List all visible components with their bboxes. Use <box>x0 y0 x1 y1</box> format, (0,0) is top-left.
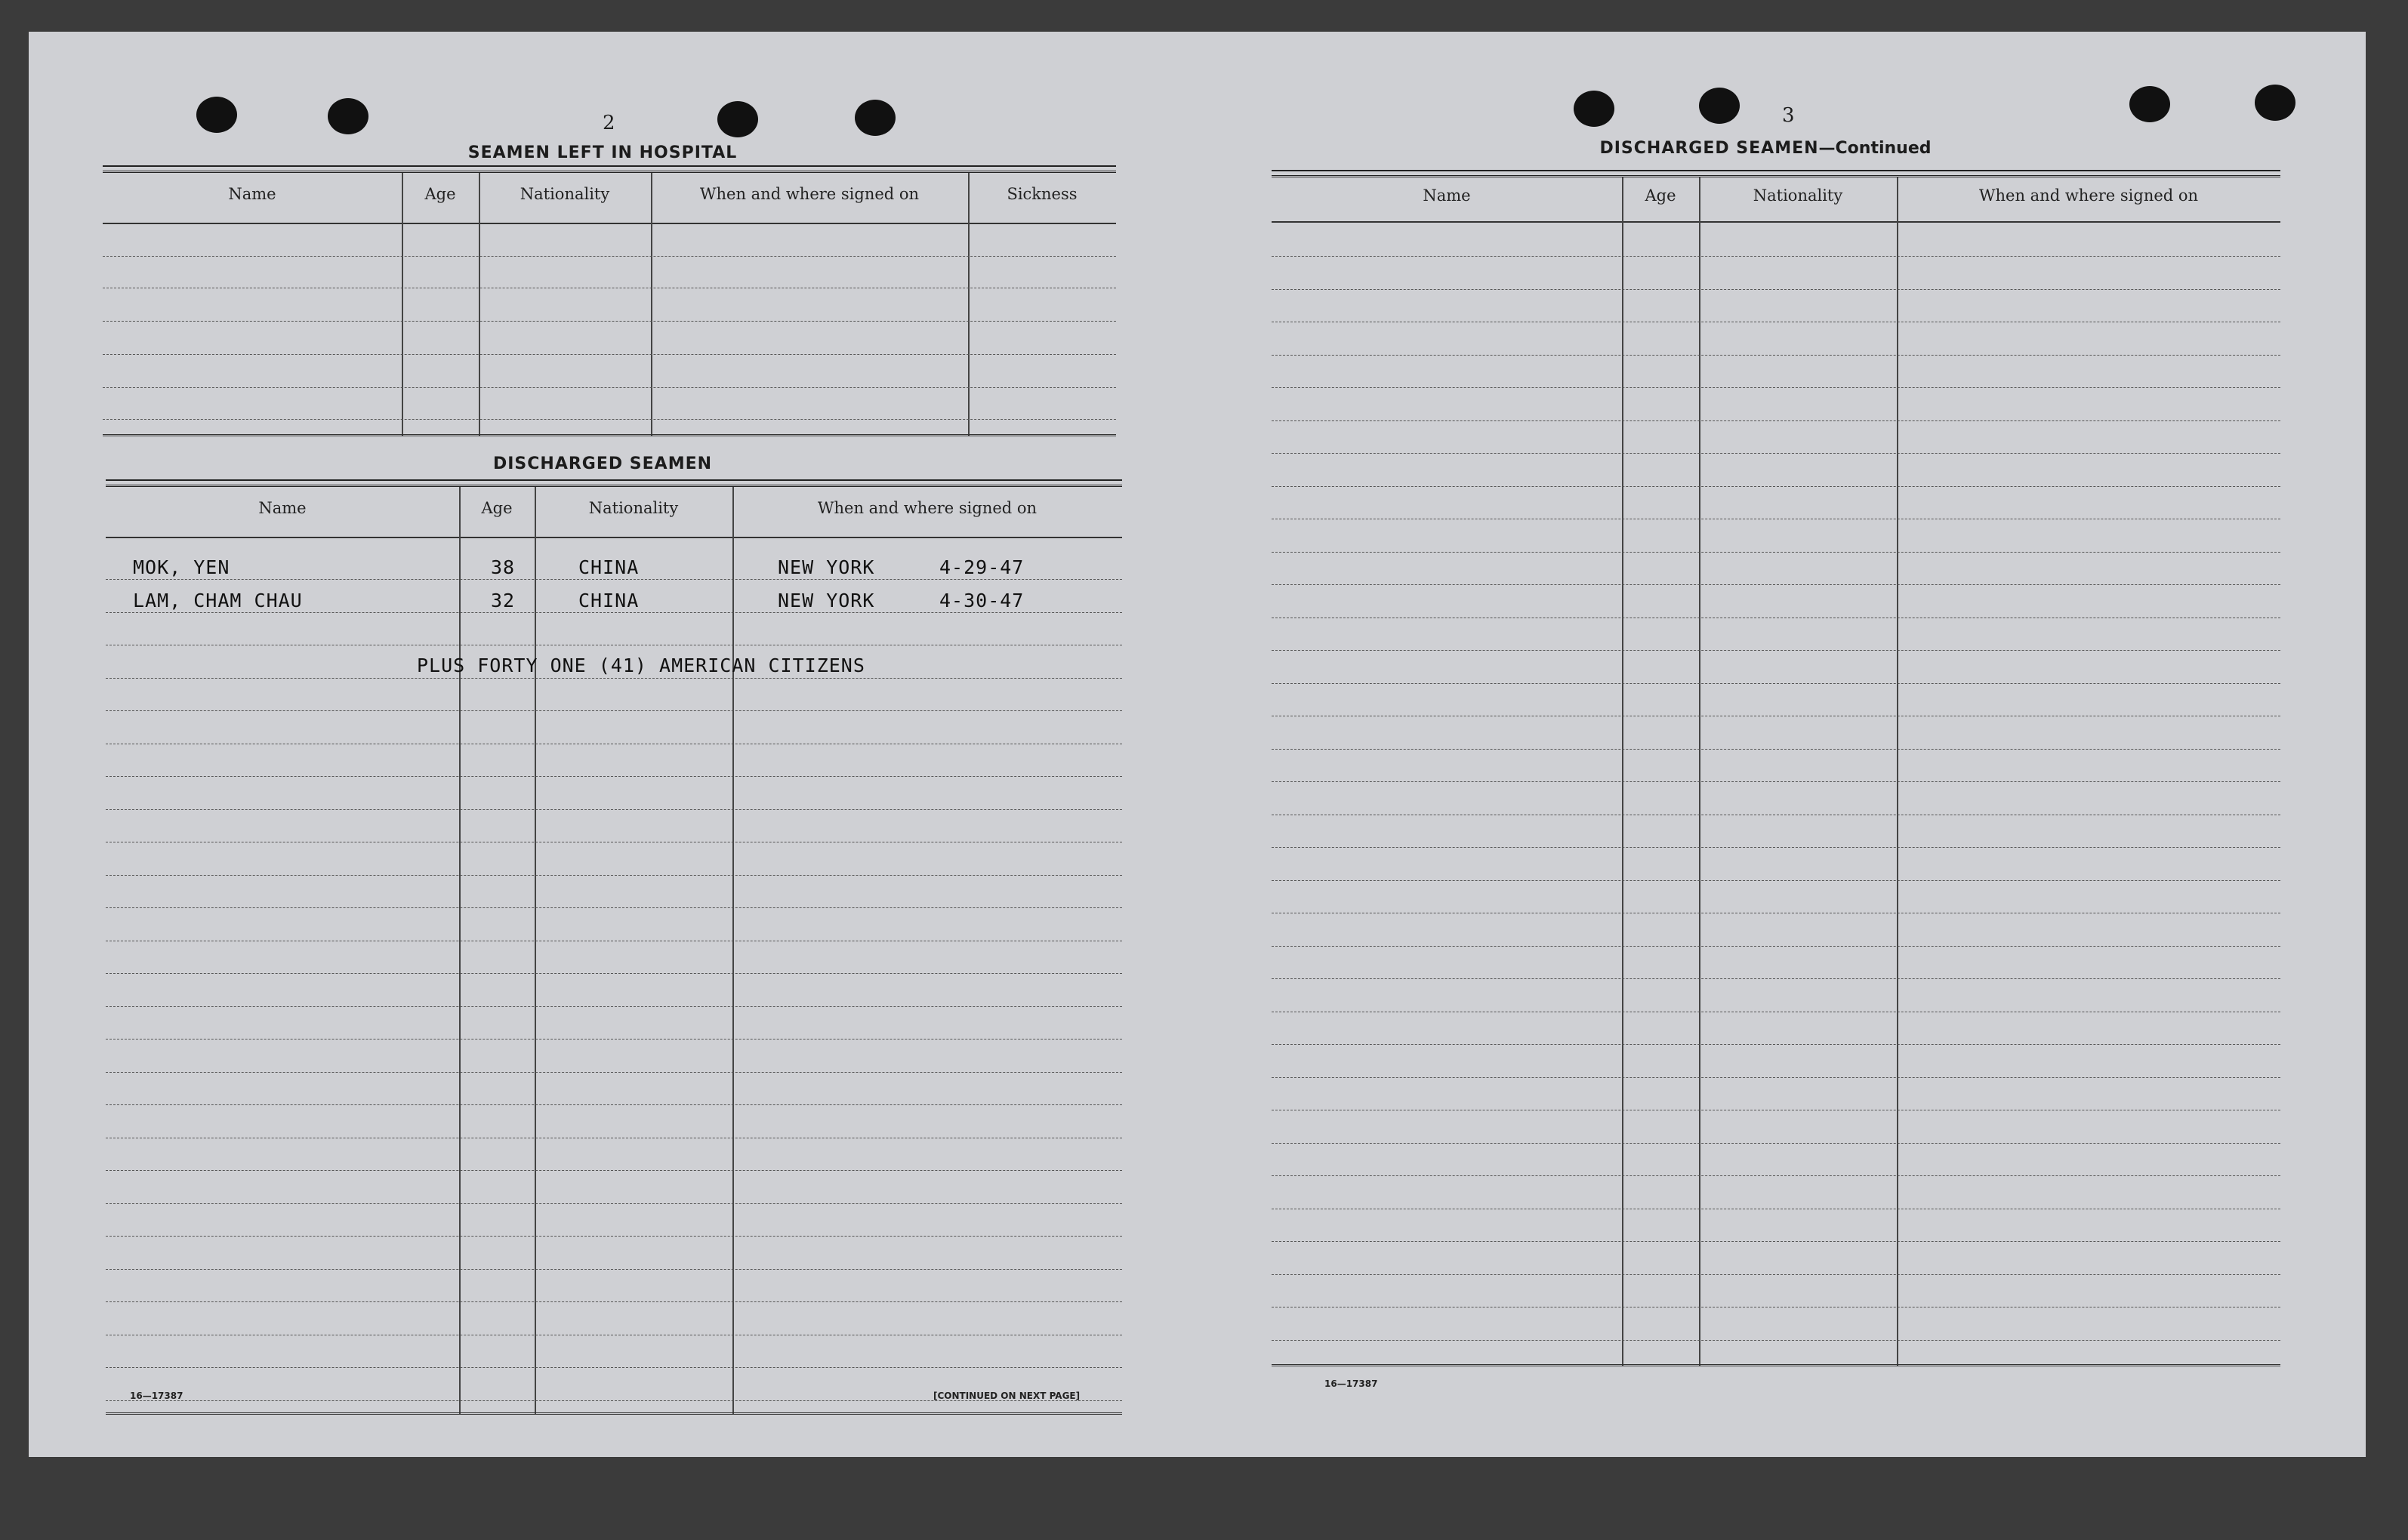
ruled-line <box>1272 1340 2280 1341</box>
american-citizens-note: PLUS FORTY ONE (41) AMERICAN CITIZENS <box>417 654 865 676</box>
ruled-line <box>1272 978 2280 979</box>
ruled-line <box>1272 946 2280 947</box>
seaman-nationality: CHINA <box>578 556 640 578</box>
signed-on-date: 4-30-47 <box>939 590 1025 611</box>
continued-note: [CONTINUED ON NEXT PAGE] <box>933 1391 1081 1401</box>
ruled-line <box>106 973 1122 974</box>
punch-hole <box>328 98 368 134</box>
signed-on-date: 4-29-47 <box>939 556 1025 578</box>
ruled-line <box>106 1301 1122 1302</box>
title-main: DISCHARGED SEAMEN <box>1599 139 1819 158</box>
ruled-line <box>1272 256 2280 257</box>
punch-hole <box>2255 85 2295 121</box>
column-header: Name <box>228 185 276 203</box>
ruled-line <box>1272 650 2280 651</box>
ruled-line <box>106 1367 1122 1368</box>
hospital-table-header <box>103 173 1116 224</box>
ruled-line <box>1272 355 2280 356</box>
hospital-table <box>103 171 1116 436</box>
signed-on-place: NEW YORK <box>778 590 875 611</box>
ruled-line <box>1272 880 2280 881</box>
punch-hole <box>1699 88 1740 124</box>
ruled-line <box>1272 781 2280 782</box>
discharged-continued-header <box>1272 177 2280 223</box>
ruled-line <box>1272 584 2280 585</box>
ruled-line <box>106 809 1122 810</box>
ruled-line <box>1272 453 2280 454</box>
page-number: 2 <box>603 112 615 134</box>
ruled-line <box>106 875 1122 876</box>
ruled-line <box>106 1072 1122 1073</box>
ruled-line <box>106 1269 1122 1270</box>
punch-hole <box>196 97 237 133</box>
ruled-line <box>106 907 1122 908</box>
ruled-line <box>106 579 1122 580</box>
punch-hole <box>1574 91 1614 127</box>
hospital-section-title: SEAMEN LEFT IN HOSPITAL <box>467 143 738 162</box>
ruled-line <box>106 1006 1122 1007</box>
ruled-line <box>1272 289 2280 290</box>
seaman-age: 38 <box>491 556 516 578</box>
punch-hole <box>717 101 758 137</box>
column-header: When and where signed on <box>699 185 920 203</box>
ruled-line <box>1272 847 2280 848</box>
form-number: 16—17387 <box>130 1391 183 1401</box>
document-sheet <box>29 32 2366 1457</box>
page-number: 3 <box>1782 104 1795 127</box>
ruled-line <box>106 1104 1122 1105</box>
ruled-line <box>1272 387 2280 388</box>
ruled-line <box>1272 1274 2280 1275</box>
ruled-line <box>106 612 1122 613</box>
left-page <box>29 32 1192 1457</box>
ruled-line <box>1272 1077 2280 1078</box>
ruled-line <box>1272 749 2280 750</box>
ruled-line <box>106 1039 1122 1040</box>
column-header: When and where signed on <box>1978 186 2199 205</box>
column-header: Nationality <box>1753 186 1843 205</box>
ruled-line <box>1272 1044 2280 1045</box>
ruled-line <box>106 776 1122 777</box>
ruled-line <box>1272 1143 2280 1144</box>
signed-on-place: NEW YORK <box>778 556 875 578</box>
column-header: Nationality <box>588 499 679 517</box>
ruled-line <box>1272 552 2280 553</box>
column-header: Nationality <box>520 185 610 203</box>
discharged-continued-title <box>1554 139 1977 158</box>
discharged-section-title: DISCHARGED SEAMEN <box>492 454 713 473</box>
ruled-line <box>106 1170 1122 1171</box>
column-header: Sickness <box>1007 185 1078 203</box>
column-header: Age <box>424 185 456 203</box>
discharged-continued-table <box>1272 175 2280 1366</box>
ruled-line <box>1272 420 2280 421</box>
punch-hole <box>855 100 896 136</box>
punch-hole <box>2129 86 2170 122</box>
column-header: When and where signed on <box>817 499 1038 517</box>
seaman-name: LAM, CHAM CHAU <box>133 590 303 611</box>
ruled-line <box>106 1236 1122 1237</box>
title-suffix: —Continued <box>1818 139 1932 158</box>
ruled-line <box>1272 1241 2280 1242</box>
ruled-line <box>1272 486 2280 487</box>
ruled-line <box>1272 683 2280 684</box>
ruled-line <box>106 710 1122 711</box>
seaman-name: MOK, YEN <box>133 556 230 578</box>
column-header: Age <box>1645 186 1676 205</box>
column-header: Name <box>258 499 307 517</box>
right-page <box>1207 32 2366 1457</box>
ruled-line <box>106 678 1122 679</box>
ruled-line <box>1272 1175 2280 1176</box>
form-number: 16—17387 <box>1324 1378 1378 1389</box>
column-header: Name <box>1423 186 1471 205</box>
column-header: Age <box>481 499 513 517</box>
discharged-table <box>106 485 1122 1415</box>
ruled-line <box>106 1203 1122 1204</box>
seaman-age: 32 <box>491 590 516 611</box>
seaman-nationality: CHINA <box>578 590 640 611</box>
discharged-table-header <box>106 487 1122 538</box>
